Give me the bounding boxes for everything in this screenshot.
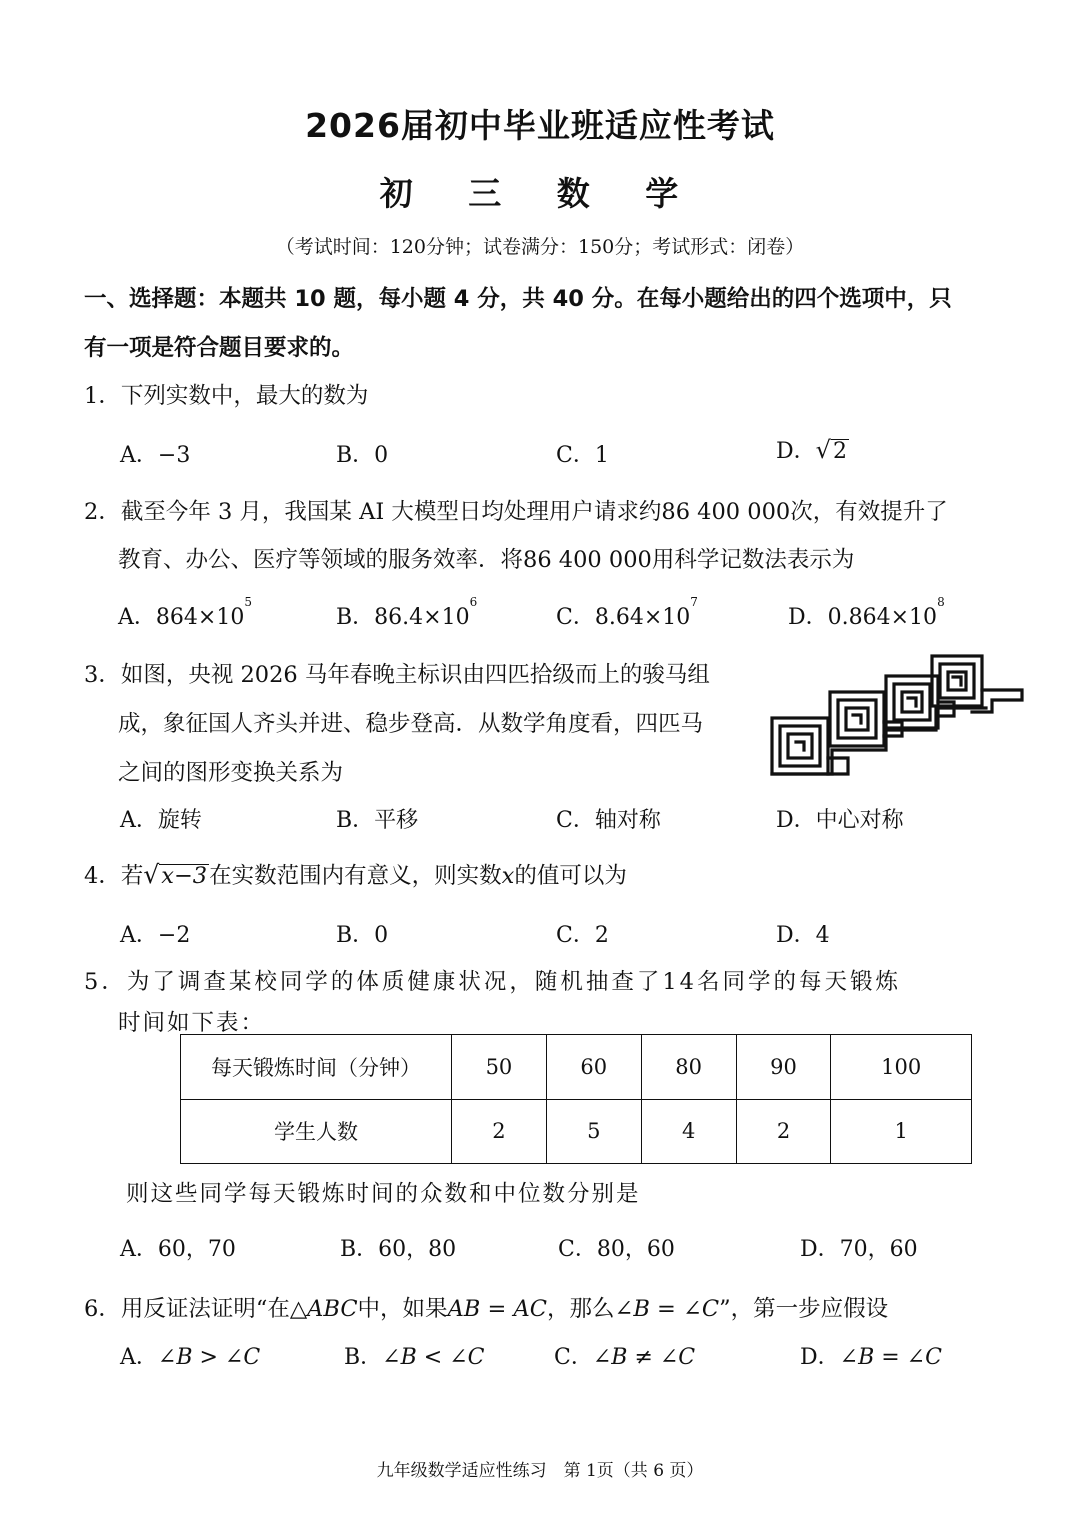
sqrt-radicand: x−3 [161, 863, 208, 889]
question-4-stem: 4．若√x−3在实数范围内有意义，则实数x的值可以为 [84, 860, 627, 889]
table-cell: 2 [452, 1099, 547, 1164]
q3-option-c: C．轴对称 [556, 808, 661, 833]
exercise-time-table [180, 1034, 972, 1164]
question-5-after-table: 则这些同学每天锻炼时间的众数和中位数分别是 [126, 1181, 641, 1207]
table-cell: 50 [452, 1035, 547, 1100]
q5-option-a: A．60，70 [120, 1237, 236, 1262]
q2-option-d: D．$0.864\times 10^8$ [788, 595, 945, 630]
q4-option-c: C．2 [556, 923, 609, 948]
table-cell: 100 [831, 1035, 972, 1100]
q6-option-a: A．∠B > ∠C [120, 1345, 261, 1370]
section-heading-line2: 有一项是符合题目要求的。 [84, 335, 355, 361]
table-row [181, 1035, 972, 1100]
exam-info: （考试时间：120分钟；试卷满分：150分；考试形式：闭卷） [275, 236, 805, 258]
q1-option-a: A．−3 [120, 443, 191, 468]
exam-title: 2026届初中毕业班适应性考试 [305, 106, 775, 145]
question-2-line2: 教育、办公、医疗等领域的服务效率．将86 400 000用科学记数法表示为 [118, 547, 855, 573]
table-cell: 1 [831, 1099, 972, 1164]
section-heading-line1: 一、选择题：本题共 10 题，每小题 4 分，共 40 分。在每小题给出的四个选项中，只 [84, 286, 952, 312]
q1-option-d: D．√2 [776, 436, 847, 464]
q4-option-d: D．4 [776, 923, 830, 948]
table-cell: 5 [546, 1099, 641, 1164]
question-5-line2: 时间如下表： [118, 1010, 266, 1036]
table-header-cell: 学生人数 [181, 1099, 452, 1164]
q5-option-b: B．60，80 [340, 1237, 457, 1262]
question-3-line2: 成，象征国人齐头并进、稳步登高．从数学角度看，四匹马 [118, 711, 704, 737]
question-6-stem: 6．用反证法证明“在△ABC中，如果AB = AC，那么∠B = ∠C”，第一步应假设 [84, 1296, 889, 1322]
q3-option-d: D．中心对称 [776, 808, 904, 833]
table-cell: 90 [736, 1035, 831, 1100]
table-header-cell: 每天锻炼时间（分钟） [181, 1035, 452, 1100]
question-5-line1: 5．为了调查某校同学的体质健康状况，随机抽查了14名同学的每天锻炼 [84, 969, 901, 995]
q5-option-d: D．70，60 [800, 1237, 918, 1262]
q1-option-b: B．0 [336, 443, 389, 468]
table-cell: 2 [736, 1099, 831, 1164]
q4-option-a: A．−2 [120, 923, 191, 948]
spring-gala-logo-figure [770, 652, 1028, 782]
q6-option-d: D．∠B = ∠C [800, 1345, 942, 1370]
q1-option-c: C．1 [556, 443, 609, 468]
q6-option-b: B．∠B < ∠C [344, 1345, 485, 1370]
page-footer: 九年级数学适应性练习 第 1页（共 6 页） [376, 1461, 704, 1481]
question-3-line1: 3．如图，央视 2026 马年春晚主标识由四匹拾级而上的骏马组 [84, 662, 710, 688]
q3-option-a: A．旋转 [120, 808, 202, 833]
q2-option-a: A．$864\times 10^5$ [118, 595, 252, 630]
q2-option-b: B．$86.4\times 10^6$ [336, 595, 478, 630]
q6-option-c: C．∠B ≠ ∠C [554, 1345, 696, 1370]
subject-title: 初 三 数 学 [379, 174, 701, 213]
q5-option-c: C．80，60 [558, 1237, 675, 1262]
q4-option-b: B．0 [336, 923, 389, 948]
table-cell: 4 [641, 1099, 736, 1164]
sqrt-radicand: 2 [832, 439, 847, 464]
table-cell: 60 [546, 1035, 641, 1100]
q3-option-b: B．平移 [336, 808, 419, 833]
table-cell: 80 [641, 1035, 736, 1100]
question-1-stem: 1．下列实数中，最大的数为 [84, 383, 369, 409]
question-3-line3: 之间的图形变换关系为 [118, 760, 344, 786]
question-2-line1: 2．截至今年 3 月，我国某 AI 大模型日均处理用户请求约86 400 000次，有效提升了 [84, 499, 948, 525]
q2-option-c: C．$8.64\times 10^7$ [556, 595, 698, 630]
table-row [181, 1099, 972, 1164]
